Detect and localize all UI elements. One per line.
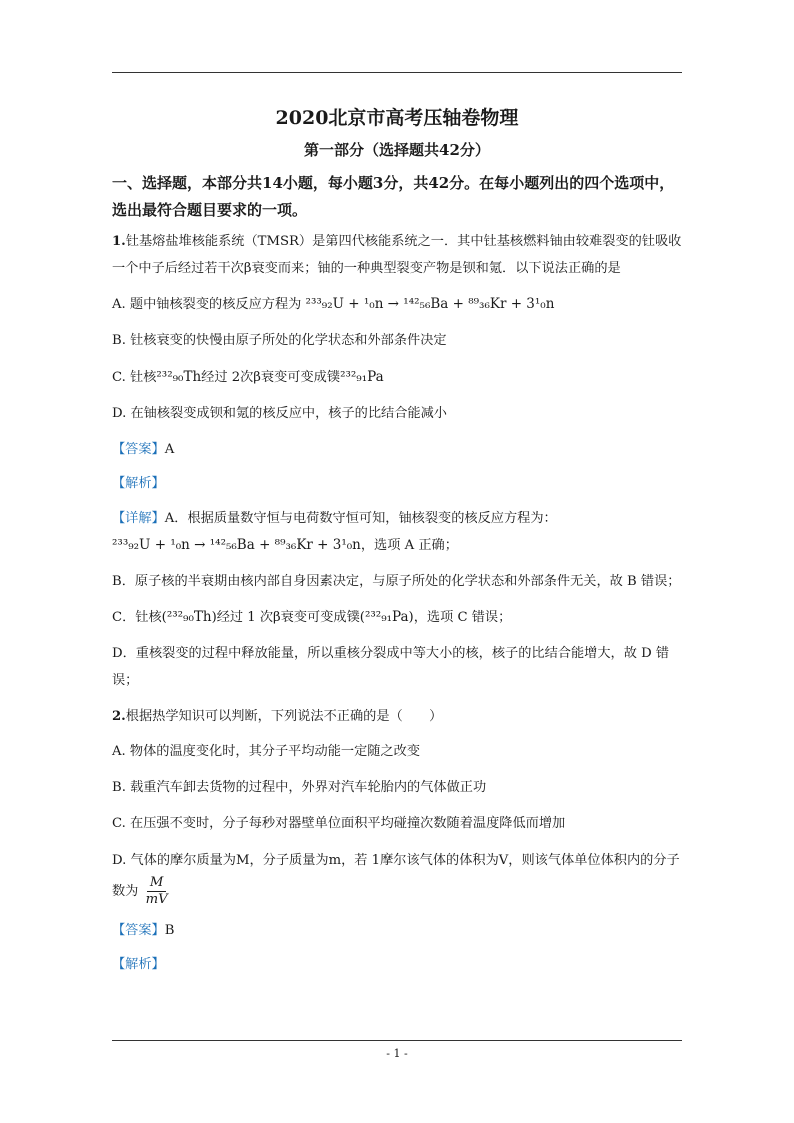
detail-c-prefix: C．钍核(: [112, 610, 167, 625]
detail-c-mid: )经过 1 次β衰变可变成镤(: [211, 610, 365, 625]
document-body: [112, 100, 682, 986]
question-1-number: 1.: [112, 234, 126, 249]
answer-value: B: [164, 923, 175, 938]
detail-equation: ²³³₉₂U + ¹₀n → ¹⁴²₅₆Ba + ⁸⁹₃₆Kr + 3¹₀n: [112, 537, 361, 553]
option-d-text: D. 气体的摩尔质量为M，分子质量为m，若 1摩尔该气体的体积为V，则该气体单位体积内的分子数为: [112, 853, 680, 899]
detail-label: 【详解】: [112, 511, 165, 526]
question-1-answer: [112, 437, 682, 463]
part-subtitle: 第一部分（选择题共42分）: [304, 141, 490, 159]
answer-label: 【答案】: [112, 923, 165, 938]
question-1-text: 钍基熔盐堆核能系统（TMSR）是第四代核能系统之一．其中钍基核燃料铀由较难裂变的钍吸收一个中子后经过若干次β衰变而来；铀的一种典型裂变产物是钡和氪．以下说法正确的是: [112, 234, 682, 276]
fission-equation: ²³³₉₂U + ¹₀n → ¹⁴²₅₆Ba + ⁸⁹₃₆Kr + 3¹₀n: [305, 296, 555, 312]
question-1-option-b: B. 钍核衰变的快慢由原子所处的化学状态和外部条件决定: [112, 333, 447, 348]
protactinium-symbol: ²³²₉₁Pa: [340, 369, 384, 385]
question-1-option-c: [112, 364, 682, 391]
fraction-denominator: mV: [145, 892, 168, 907]
question-2-option-d: [112, 847, 682, 908]
page-title: 2020北京市高考压轴卷物理: [275, 107, 519, 129]
option-a-text: A. 题中铀核裂变的核反应方程为: [112, 297, 302, 312]
question-1-option-d: D. 在铀核裂变成钡和氪的核反应中，核子的比结合能减小: [112, 406, 447, 421]
question-1-stem: [112, 228, 682, 282]
detail-c: [112, 604, 682, 631]
question-2-analysis-label: 【解析】: [112, 957, 165, 972]
detail-d: D．重核裂变的过程中释放能量，所以重核分裂成中等大小的核，核子的比结合能增大，故 D 错误；: [112, 646, 670, 688]
question-2-option-a: A. 物体的温度变化时，其分子平均动能一定随之改变: [112, 744, 421, 759]
answer-value: A: [164, 442, 175, 457]
question-2-option-c: C. 在压强不变时，分子每秒对器壁单位面积平均碰撞次数随着温度降低而增加: [112, 816, 566, 831]
question-2-answer: [112, 918, 682, 944]
question-2-option-b: B. 载重汽车卸去货物的过程中，外界对汽车轮胎内的气体做正功: [112, 780, 487, 795]
fraction-numerator: M: [147, 875, 167, 892]
detail-a-text: A．根据质量数守恒与电荷数守恒可知，铀核裂变的核反应方程为：: [164, 511, 557, 526]
option-c-prefix: C. 钍核: [112, 370, 157, 385]
question-2-stem: [112, 703, 682, 730]
question-2-text: 根据热学知识可以判断，下列说法不正确的是（ ）: [125, 709, 443, 724]
footer-rule: [112, 1040, 682, 1041]
answer-label: 【答案】: [112, 442, 165, 457]
question-2-number: 2.: [112, 709, 126, 724]
thorium-symbol: ²³²₉₀Th: [156, 369, 202, 385]
detail-a-tail: ，选项 A 正确；: [360, 538, 458, 553]
detail-c-tail: )，选项 C 错误；: [408, 610, 512, 625]
detail-protactinium: ²³²₉₁Pa: [364, 609, 409, 625]
detail-a: [112, 505, 682, 559]
question-1-analysis-label: 【解析】: [112, 476, 165, 491]
detail-thorium: ²³²₉₀Th: [166, 609, 212, 625]
option-c-mid: 经过 2次β衰变可变成镤: [201, 370, 341, 385]
page-number: - 1 -: [386, 1047, 408, 1060]
detail-b: B．原子核的半衰期由核内部自身因素决定，与原子所处的化学状态和外部条件无关，故 B 错误；: [112, 574, 681, 589]
header-rule: [112, 72, 682, 73]
question-1-option-a: [112, 291, 682, 318]
section-heading: 一、选择题，本部分共14小题，每小题3分，共42分。在每小题列出的四个选项中，选出最符合题目要求的一项。: [112, 174, 675, 219]
molecule-density-fraction: [146, 875, 168, 908]
